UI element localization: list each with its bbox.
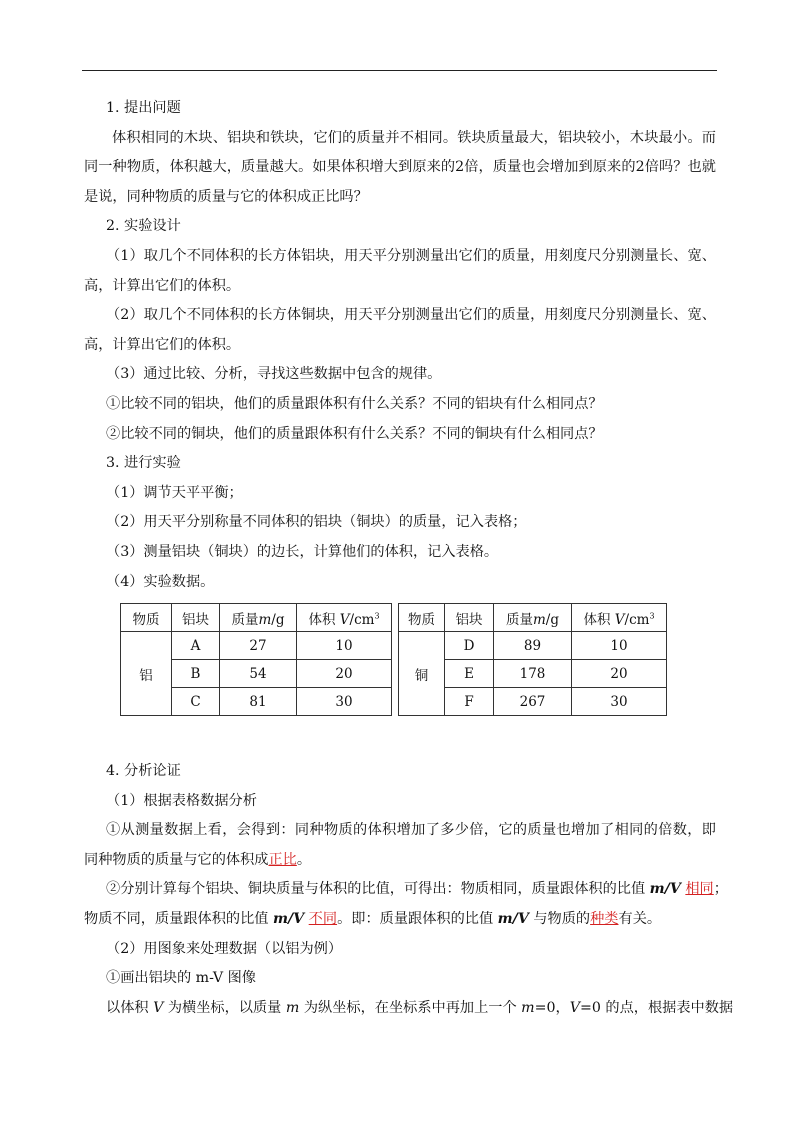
paragraph-line: （1）取几个不同体积的长方体铝块，用天平分别测量出它们的质量，用刻度尺分别测量长、宽、: [106, 247, 716, 264]
step-line: （2）用天平分别称量不同体积的铝块（铜块）的质量，记入表格；: [106, 514, 527, 531]
heading-analysis: 4. 分析论证: [106, 763, 181, 780]
paragraph-line: 以体积 V 为横坐标，以质量 m 为纵坐标，在坐标系中再加上一个 m=0，V=0 的点，根据表中数据: [106, 999, 734, 1016]
answer-blank: 不同: [308, 911, 338, 928]
table-cell: 20: [572, 660, 667, 688]
paragraph-line: 高，计算出它们的体积。: [84, 277, 241, 294]
table-cell: D: [445, 632, 494, 660]
table-cell: 10: [297, 632, 392, 660]
paragraph-line: 体积相同的木块、铝块和铁块，它们的质量并不相同。铁块质量最大，铝块较小，木块最小。而: [112, 129, 716, 146]
paragraph-line: （3）通过比较、分析，寻找这些数据中包含的规律。: [106, 366, 442, 383]
paragraph-line: ①从测量数据上看，会得到：同种物质的体积增加了多少倍，它的质量也增加了相同的倍数，即: [106, 822, 716, 839]
paragraph-line: ①比较不同的铝块，他们的质量跟体积有什么关系？不同的铝块有什么相同点？: [106, 395, 603, 412]
substance-cell: 铜: [399, 632, 445, 716]
header-volume: 体积 $V/cm^3$: [297, 604, 392, 632]
data-tables: [84, 603, 716, 757]
answer-blank: 相同: [685, 881, 714, 898]
table-cell: C: [172, 688, 220, 716]
analysis-subheading: （1）根据表格数据分析: [106, 792, 257, 809]
step-line: （3）测量铝块（铜块）的边长，计算他们的体积，记入表格。: [106, 543, 499, 560]
analysis-subheading: （2）用图象来处理数据（以铝为例）: [106, 940, 343, 957]
document-body: [84, 94, 734, 1023]
table-cell: 30: [297, 688, 392, 716]
paragraph-line: 同种物质的质量与它的体积成正比。: [84, 851, 312, 868]
table-cell: 54: [220, 660, 297, 688]
header-block: 铝块: [172, 604, 220, 632]
graph-heading: ①画出铝块的 m-V 图像: [106, 970, 256, 987]
heading-design: 2. 实验设计: [106, 218, 181, 235]
paragraph-line: ②分别计算每个铝块、铜块质量与体积的比值，可得出：物质相同，质量跟体积的比值 m/V 相同；: [106, 881, 728, 898]
table-cell: 178: [494, 660, 572, 688]
aluminum-table: [120, 603, 392, 716]
paragraph-line: ②比较不同的铜块，他们的质量跟体积有什么关系？不同的铜块有什么相同点？: [106, 425, 603, 442]
header-substance: 物质: [121, 604, 172, 632]
header-rule: [82, 70, 717, 71]
table-cell: 20: [297, 660, 392, 688]
table-cell: B: [172, 660, 220, 688]
step-line: （4）实验数据。: [106, 573, 215, 590]
table-cell: 81: [220, 688, 297, 716]
step-line: （1）调节天平平衡；: [106, 484, 243, 501]
table-cell: E: [445, 660, 494, 688]
substance-cell: 铝: [121, 632, 172, 716]
paragraph-line: 高，计算出它们的体积。: [84, 336, 241, 353]
paragraph-line: （2）取几个不同体积的长方体铜块，用天平分别测量出它们的质量，用刻度尺分别测量长、宽、: [106, 307, 716, 324]
table-cell: A: [172, 632, 220, 660]
paragraph-line: 是说，同种物质的质量与它的体积成正比吗？: [84, 188, 368, 205]
table-cell: 27: [220, 632, 297, 660]
answer-blank: 正比: [268, 851, 297, 868]
heading-experiment: 3. 进行实验: [106, 455, 181, 472]
table-cell: 89: [494, 632, 572, 660]
table-cell: 30: [572, 688, 667, 716]
header-substance: 物质: [399, 604, 445, 632]
header-mass: 质量m/g: [220, 604, 297, 632]
header-block: 铝块: [445, 604, 494, 632]
table-cell: 10: [572, 632, 667, 660]
header-mass: 质量m/g: [494, 604, 572, 632]
paragraph-line: 物质不同，质量跟体积的比值 m/V 不同。即：质量跟体积的比值 m/V 与物质的种类有关。: [84, 911, 662, 928]
answer-blank: 种类: [590, 911, 619, 928]
paragraph-line: 同一种物质，体积越大，质量越大。如果体积增大到原来的2倍，质量也会增加到原来的2倍吗？也就: [84, 159, 716, 176]
header-volume: 体积 $V/cm^3$: [572, 604, 667, 632]
copper-table: [398, 603, 667, 716]
table-cell: 267: [494, 688, 572, 716]
table-cell: F: [445, 688, 494, 716]
heading-propose: 1. 提出问题: [106, 100, 181, 116]
